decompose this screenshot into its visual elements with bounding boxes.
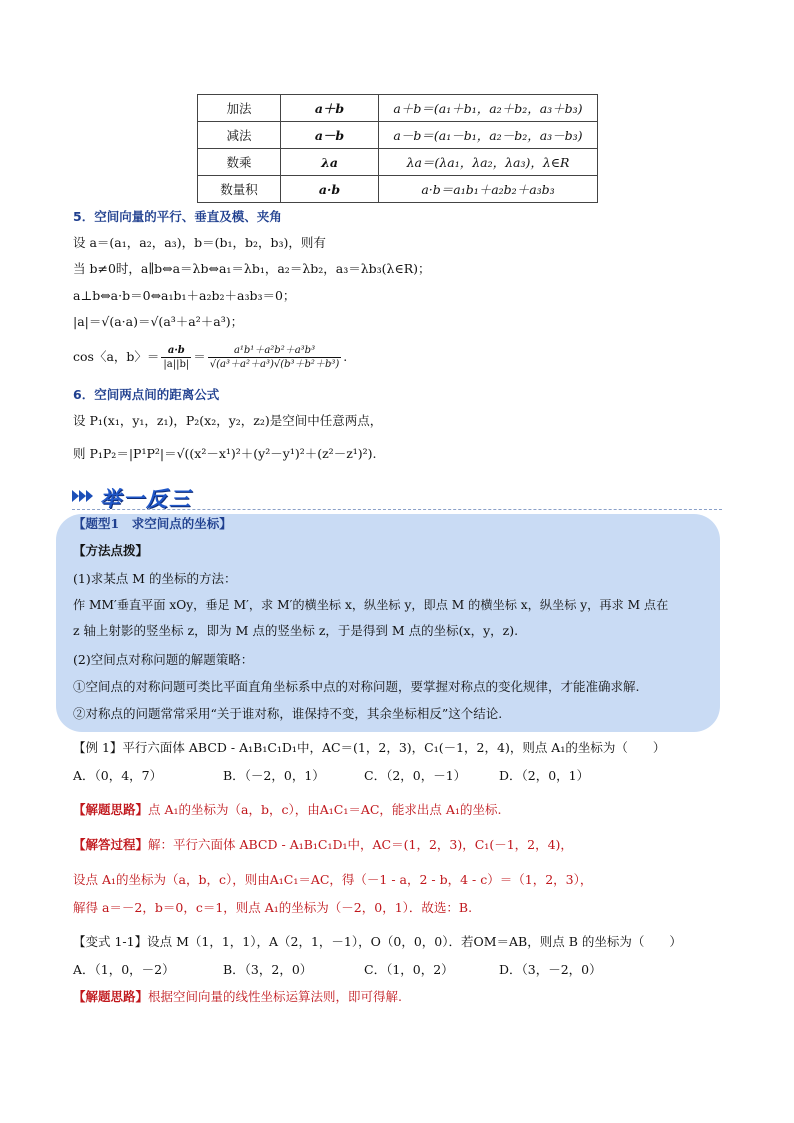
section6-line2: 则 P₁P₂＝|P¹P²|＝√((x²－x¹)²＋(y²－y¹)²＋(z²－z¹)²).: [73, 446, 377, 461]
op-formula: a－b＝(a₁－b₁，a₂－b₂，a₃－b₃): [379, 122, 598, 149]
section5-line5: cos〈a，b〉＝ $\frac{a\cdot b}{|a||b|}$ ＝ $\frac{\text{a¹b¹＋a²b²＋a³b³}}{\text{√(a³＋a²＋a³)√(b³＋b²＋b³)}}$ .: [73, 345, 348, 370]
divider: [72, 509, 722, 510]
op-symbol: λa: [281, 149, 379, 176]
variant11-stem: 【变式 1-1】设点 M（1，1，1），A（2，1，－1），O（0，0，0）．若OM＝AB，则点 B 的坐标为（ ）: [73, 934, 682, 949]
op-symbol: a＋b: [281, 95, 379, 122]
example1-idea: [73, 801, 501, 819]
option-d: D．（2，0，1）: [499, 768, 590, 783]
section-banner: [72, 483, 722, 509]
chevron-right-icon: [86, 490, 93, 502]
example1-stem: 【例 1】平行六面体 ABCD - A₁B₁C₁D₁中，AC＝(1，2，3)，C₁(－1，2，4)，则点 A₁的坐标为（ ）: [73, 740, 666, 755]
table-row: [198, 176, 598, 203]
banner-title: 举一反三: [100, 487, 192, 511]
cos-prefix: cos〈a，b〉＝: [73, 349, 160, 364]
option-b: B．（－2，0，1）: [223, 768, 325, 783]
method-p1: (1)求某点 M 的坐标的方法：: [73, 571, 237, 586]
op-symbol: a－b: [281, 122, 379, 149]
variant11-idea: [73, 988, 402, 1006]
table-row: [198, 149, 598, 176]
example1-process-line3: 解得 a＝－2，b＝0，c＝1，则点 A₁的坐标为（－2，0，1）．故选：B.: [73, 900, 473, 915]
section5-line3: a⊥b⇔a·b＝0⇔a₁b₁＋a₂b₂＋a₃b₃＝0；: [73, 288, 296, 303]
topic-heading: 【题型1 求空间点的坐标】: [73, 516, 232, 531]
vector-operations-table: [197, 94, 598, 203]
option-c: C．（2，0，－1）: [364, 768, 467, 783]
op-name: 数乘: [198, 149, 281, 176]
fraction-2: [208, 344, 342, 371]
fraction-1-denominator: |a||b|: [163, 359, 190, 370]
op-formula: a＋b＝(a₁＋b₁，a₂＋b₂，a₃＋b₃): [379, 95, 598, 122]
option-b: B．（3，2，0）: [223, 962, 313, 977]
section5-title: 5．空间向量的平行、垂直及模、夹角: [73, 209, 282, 224]
method-p3: z 轴上射影的竖坐标 z，即为 M 点的竖坐标 z，于是得到 M 点的坐标(x，y，z).: [73, 623, 519, 638]
section6-line1: 设 P₁(x₁，y₁，z₁)，P₂(x₂，y₂，z₂)是空间中任意两点，: [73, 413, 383, 428]
op-symbol: a·b: [281, 176, 379, 203]
example1-process-line2: 设点 A₁的坐标为（a，b，c），则由A₁C₁＝AC，得（－1 - a，2 - b，4 - c）＝（1，2，3），: [73, 872, 593, 887]
method-heading: 【方法点拨】: [73, 543, 149, 558]
op-name: 数量积: [198, 176, 281, 203]
chevron-right-icon: [79, 490, 86, 502]
fraction-1-numerator: a·b: [161, 344, 191, 358]
method-p2: 作 MM′垂直平面 xOy，垂足 M′，求 M′的横坐标 x，纵坐标 y，即点 M 的横坐标 x，纵坐标 y，再求 M 点在: [73, 598, 669, 612]
process-label: 【解答过程】: [73, 837, 149, 852]
idea-text: 根据空间向量的线性坐标运算法则，即可得解.: [148, 989, 402, 1004]
idea-label: 【解题思路】: [73, 989, 149, 1004]
section5-line4: |a|＝√(a·a)＝√(a³＋a²＋a³)；: [73, 314, 244, 329]
option-d: D．（3，－2，0）: [499, 962, 602, 977]
fraction-2-numerator: a¹b¹＋a²b²＋a³b³: [208, 344, 342, 358]
table-row: [198, 122, 598, 149]
process-text-1: 解：平行六面体 ABCD - A₁B₁C₁D₁中，AC＝(1，2，3)，C₁(－1，2，4)，: [148, 837, 573, 852]
option-a: A．（1，0，－2）: [73, 962, 175, 977]
section5-line2: 当 b≠0时，a∥b⇔a＝λb⇔a₁＝λb₁，a₂＝λb₂，a₃＝λb₃(λ∈R)；: [73, 261, 431, 276]
option-c: C．（1，0，2）: [364, 962, 454, 977]
method-p4: (2)空间点对称问题的解题策略：: [73, 652, 254, 667]
idea-label: 【解题思路】: [73, 802, 149, 817]
op-name: 减法: [198, 122, 281, 149]
chevron-right-icon: [72, 490, 79, 502]
section5-line1: 设 a＝(a₁，a₂，a₃)，b＝(b₁，b₂，b₃)，则有: [73, 235, 326, 250]
op-formula: λa＝(λa₁，λa₂，λa₃)，λ∈R: [379, 149, 598, 176]
method-p5: ①空间点的对称问题可类比平面直角坐标系中点的对称问题，要掌握对称点的变化规律，才能准确求解.: [73, 679, 640, 694]
example1-process-line1: [73, 836, 573, 854]
fraction-2-denominator: √(a³＋a²＋a³)√(b³＋b²＋b³): [209, 359, 340, 370]
table-row: [198, 95, 598, 122]
cos-suffix: .: [343, 349, 348, 364]
op-name: 加法: [198, 95, 281, 122]
option-a: A．（0，4，7）: [73, 768, 163, 783]
fraction-1: [161, 344, 191, 371]
op-formula: a·b＝a₁b₁＋a₂b₂＋a₃b₃: [379, 176, 598, 203]
method-p6: ②对称点的问题常常采用“关于谁对称，谁保持不变，其余坐标相反”这个结论.: [73, 706, 503, 721]
section6-title: 6．空间两点间的距离公式: [73, 387, 220, 402]
idea-text: 点 A₁的坐标为（a，b，c），由A₁C₁＝AC，能求出点 A₁的坐标.: [148, 802, 502, 817]
